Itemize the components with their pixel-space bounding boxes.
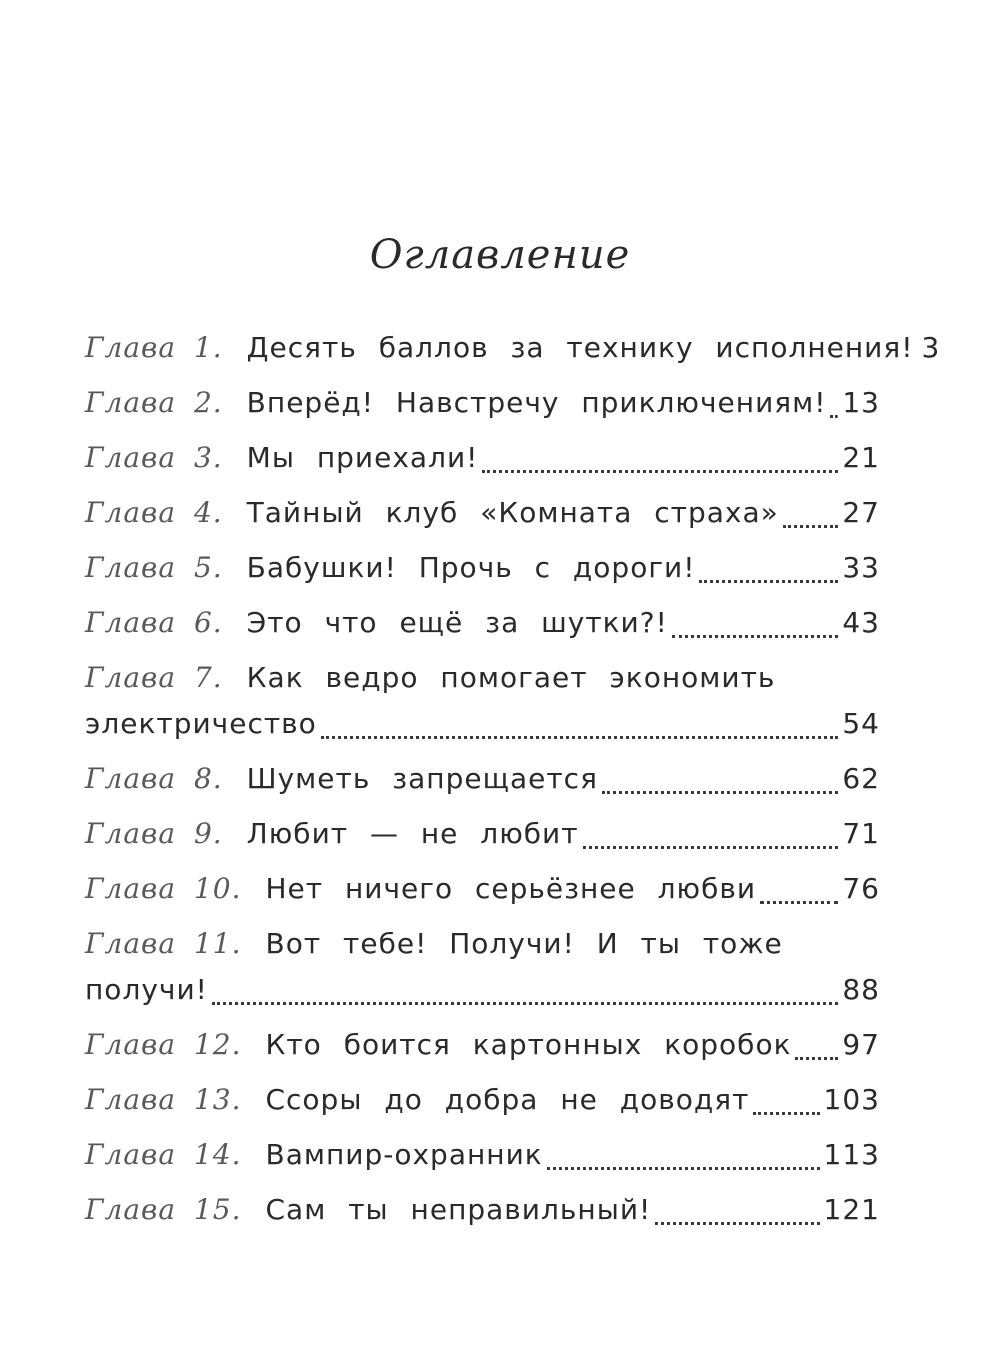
page-number: 97 [842, 1028, 880, 1061]
chapter-title: Как ведро помогает экономить [246, 661, 776, 694]
dot-leader [482, 440, 838, 473]
chapter-label: Глава 11. [85, 927, 242, 960]
chapter-label: Глава 14. [85, 1138, 242, 1171]
chapter-label: Глава 3. [85, 441, 223, 474]
chapter-title: Любит — не любит [246, 817, 579, 850]
page-number: 27 [842, 496, 880, 529]
toc-entry-3 [85, 435, 880, 490]
chapter-title: Вперёд! Навстречу приключениям! [246, 386, 827, 419]
toc-entry-6 [85, 600, 880, 655]
page-number: 121 [823, 1193, 880, 1226]
chapter-label: Глава 15. [85, 1193, 242, 1226]
dot-leader [212, 972, 838, 1005]
toc-entry-5 [85, 545, 880, 600]
toc-entry-14 [85, 1132, 880, 1187]
page-number: 62 [842, 762, 880, 795]
toc-entry-7 [85, 655, 880, 756]
page-number: 113 [823, 1138, 880, 1171]
chapter-title-continuation: электричество [85, 707, 317, 740]
chapter-title: Бабушки! Прочь с дороги! [246, 551, 696, 584]
dot-leader [547, 1137, 820, 1170]
page-number: 3 [921, 331, 941, 364]
toc-entry-9 [85, 811, 880, 866]
page-title: Оглавление [369, 232, 631, 278]
dot-leader [602, 761, 838, 794]
chapter-title: Кто боится картонных коробок [265, 1028, 792, 1061]
toc-entry-12 [85, 1022, 880, 1077]
chapter-label: Глава 2. [85, 386, 223, 419]
page-number: 54 [842, 707, 880, 740]
toc-entry-13 [85, 1077, 880, 1132]
dot-leader [753, 1082, 819, 1115]
chapter-label: Глава 13. [85, 1083, 242, 1116]
table-of-contents [85, 325, 941, 1242]
dot-leader [783, 495, 839, 528]
chapter-title: Мы приехали! [246, 441, 479, 474]
chapter-label: Глава 7. [85, 661, 223, 694]
toc-entry-4 [85, 490, 880, 545]
chapter-title: Вампир-охранник [265, 1138, 543, 1171]
toc-entry-2 [85, 380, 880, 435]
page-number: 21 [842, 441, 880, 474]
page-number: 43 [842, 606, 880, 639]
chapter-title: Тайный клуб «Комната страха» [246, 496, 779, 529]
page-number: 71 [842, 817, 880, 850]
dot-leader [672, 605, 839, 638]
chapter-label: Глава 5. [85, 551, 223, 584]
dot-leader [830, 385, 838, 418]
chapter-label: Глава 10. [85, 872, 242, 905]
dot-leader [795, 1027, 838, 1060]
dot-leader [760, 871, 838, 904]
chapter-label: Глава 8. [85, 762, 223, 795]
chapter-title: Нет ничего серьёзнее любви [265, 872, 757, 905]
dot-leader [655, 1192, 819, 1225]
dot-leader [583, 816, 839, 849]
chapter-label: Глава 12. [85, 1028, 242, 1061]
chapter-title: Это что ещё за шутки?! [246, 606, 668, 639]
chapter-label: Глава 9. [85, 817, 223, 850]
page-number: 76 [842, 872, 880, 905]
chapter-title: Вот тебе! Получи! И ты тоже [265, 927, 783, 960]
toc-entry-15 [85, 1187, 880, 1242]
chapter-label: Глава 1. [85, 331, 223, 364]
page-number: 13 [842, 386, 880, 419]
page-number: 103 [823, 1083, 880, 1116]
toc-entry-10 [85, 866, 880, 921]
chapter-label: Глава 6. [85, 606, 223, 639]
chapter-label: Глава 4. [85, 496, 223, 529]
toc-entry-11 [85, 921, 880, 1022]
page-number: 33 [842, 551, 880, 584]
dot-leader [699, 550, 838, 583]
page-number: 88 [842, 973, 880, 1006]
chapter-title: Ссоры до добра не доводят [265, 1083, 750, 1116]
toc-entry-1 [85, 325, 941, 380]
chapter-title: Сам ты неправильный! [265, 1193, 652, 1226]
dot-leader [321, 706, 839, 739]
chapter-title-continuation: получи! [85, 973, 208, 1006]
chapter-title: Шуметь запрещается [246, 762, 598, 795]
chapter-title: Десять баллов за технику исполнения! [246, 331, 914, 364]
toc-entry-8 [85, 756, 880, 811]
